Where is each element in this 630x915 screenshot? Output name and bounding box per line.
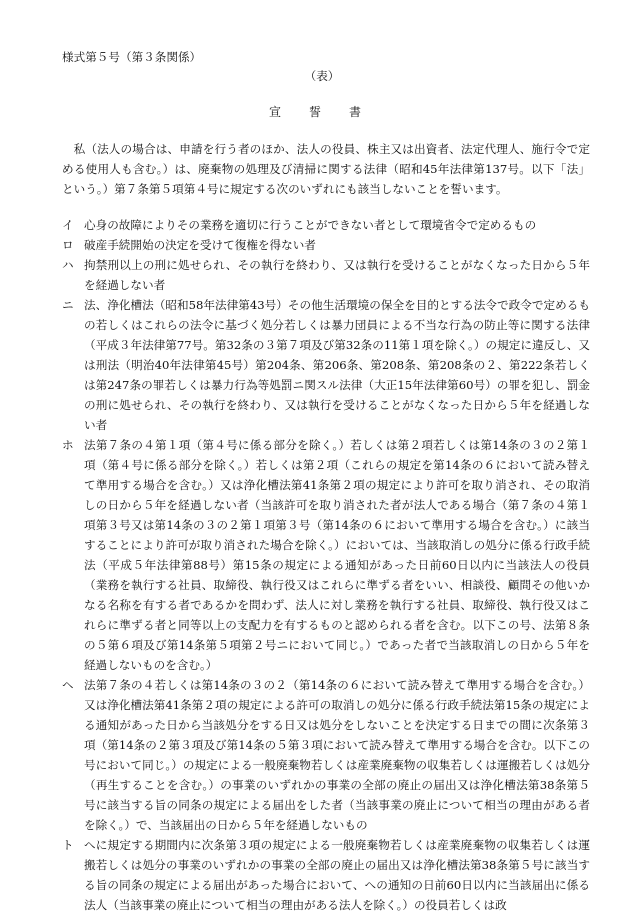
list-item (62, 435, 590, 675)
item-label: ヘ (62, 678, 74, 692)
item-text: 拘禁刑以上の刑に処せられ、その執行を終わり、又は執行を受けることがなくなった日から５年を経過しない者 (84, 258, 590, 292)
condition-list (62, 215, 590, 915)
item-text: 法、浄化槽法（昭和58年法律第43号）その他生活環境の保全を目的とする法令で政令で定めるもの若しくはこれらの法令に基づく処分若しくは暴力団員による不当な行為の防止等に関する法律（平成３年法律第77号。第32条の３第７項及び第32条の11第１項を除く。）の規定に違反し、又は刑法（明治40年法律第45号）第204条、第206条、第208条、第208条の２、第222条若しくは第247条の罪若しくは暴力行為等処罰ニ関スル法律（大正15年法律第60号）の罪を犯し、罰金の刑に処せられ、その執行を終わり、又は執行を受けることがなくなった日から５年を経過しない者 (84, 298, 590, 432)
item-text: 心身の故障によりその業務を適切に行うことができない者として環境省令で定めるもの (84, 218, 537, 232)
list-item (62, 835, 590, 915)
list-item (62, 255, 590, 295)
item-text: 法第７条の４若しくは第14条の３の２（第14条の６において読み替えて準用する場合を含む。）又は浄化槽法第41条第２項の規定による許可の取消しの処分に係る行政手続法第15条の規定による通知があった日から当該処分をする日又は処分をしないことを決定する日までの間に次条第３項（第14条の２第３項及び第14条の５第３項において読み替えて準用する場合を含む。以下この号において同じ。）の規定による一般廃棄物若しくは産業廃棄物の収集若しくは運搬若しくは処分（再生することを含む。）の事業のいずれかの事業の全部の廃止の届出又は浄化槽法第38条第５号に該当する旨の同条の規定による届出をした者（当該事業の廃止について相当の理由がある者を除く。）で、当該届出の日から５年を経過しないもの (84, 678, 590, 832)
item-text: 法第７条の４第１項（第４号に係る部分を除く。）若しくは第２項若しくは第14条の３の２第１項（第４号に係る部分を除く。）若しくは第２項（これらの規定を第14条の６において読み替えて準用する場合を含む。）又は浄化槽法第41条第２項の規定により許可を取り消され、その取消しの日から５年を経過しない者（当該許可を取り消された者が法人である場合（第７条の４第１項第３号又は第14条の３の２第１項第３号（第14条の６において準用する場合を含む。）に該当することにより許可が取り消された場合を除く。）においては、当該取消しの処分に係る行政手続法（平成５年法律第88号）第15条の規定による通知があった日前60日以内に当該法人の役員（業務を執行する社員、取締役、執行役又はこれらに準ずる者をいい、相談役、顧問その他いかなる名称を有する者であるかを問わず、法人に対し業務を執行する社員、取締役、執行役又はこれらに準ずる者と同等以上の支配力を有するものと認められる者を含む。以下この号、法第８条の５第６項及び第14条第５項第２号ニにおいて同じ。）であった者で当該取消しの日から５年を経過しないものを含む。） (84, 438, 590, 672)
list-item (62, 675, 590, 835)
item-label: ロ (62, 238, 74, 252)
document-title: 宣誓書 (268, 105, 389, 119)
intro-paragraph: 私（法人の場合は、申請を行う者のほか、法人の役員、株主又は出資者、法定代理人、施行令で定める使用人も含む。）は、廃棄物の処理及び清掃に関する法律（昭和45年法律第137号。以下「法」という。）第７条第５項第４号に規定する次のいずれにも該当しないことを誓います。 (62, 142, 590, 196)
side-label: （表） (304, 69, 340, 83)
list-item (62, 235, 590, 255)
item-text: 破産手続開始の決定を受けて復権を得ない者 (84, 238, 316, 252)
item-label: ニ (62, 298, 74, 312)
item-label: ハ (62, 258, 74, 272)
list-item (62, 215, 590, 235)
form-number: 様式第５号（第３条関係） (62, 50, 202, 64)
item-label: イ (62, 218, 74, 232)
item-label: ト (62, 838, 74, 852)
item-label: ホ (62, 438, 74, 452)
item-text: へに規定する期間内に次条第３項の規定による一般廃棄物若しくは産業廃棄物の収集若しくは運搬若しくは処分の事業のいずれかの事業の全部の廃止の届出又は浄化槽法第38条第５号に該当する旨の同条の規定による届出があった場合において、への通知の日前60日以内に当該届出に係る法人（当該事業の廃止について相当の理由がある法人を除く。）の役員若しくは政 (84, 838, 590, 912)
list-item (62, 295, 590, 435)
